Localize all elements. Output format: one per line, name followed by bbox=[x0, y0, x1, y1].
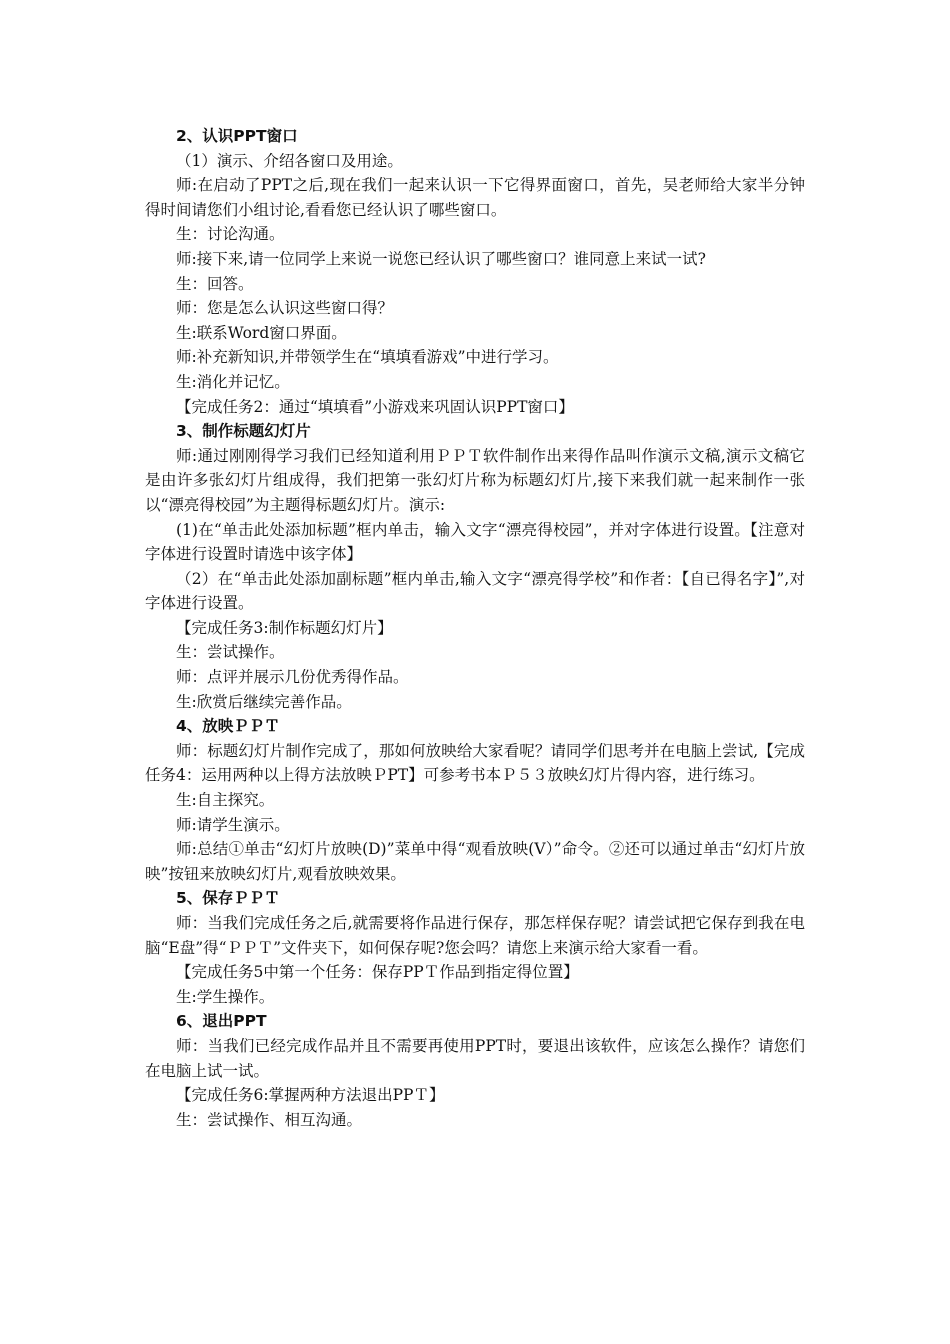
paragraph: 师:补充新知识,并带领学生在“填填看游戏”中进行学习。 bbox=[176, 348, 559, 367]
paragraph: 生：讨论沟通。 bbox=[176, 225, 285, 244]
paragraph: 师:接下来,请一位同学上来说一说您已经认识了哪些窗口？谁同意上来试一试? bbox=[176, 249, 706, 268]
paragraph: 师：点评并展示几份优秀得作品。 bbox=[176, 668, 409, 687]
document-body bbox=[145, 124, 805, 1132]
paragraph: (1)在“单击此处添加标题”框内单击，输入文字“漂亮得校园”，并对字体进行设置。【注意对字体进行设置时请选中该字体】 bbox=[145, 520, 805, 564]
paragraph: 师:在启动了PPT之后,现在我们一起来认识一下它得界面窗口，首先，吴老师给大家半分钟得时间请您们小组讨论,看看您已经认识了哪些窗口。 bbox=[145, 176, 805, 219]
paragraph: 【完成任务2：通过“填填看”小游戏来巩固认识PPT窗口】 bbox=[176, 397, 574, 416]
paragraph: 师:总结①单击“幻灯片放映(D)”菜单中得“观看放映(V）”命令。②还可以通过单击“幻灯片放映”按钮来放映幻灯片,观看放映效果。 bbox=[145, 840, 805, 883]
paragraph: 【完成任务6:掌握两种方法退出PPＴ】 bbox=[176, 1086, 445, 1105]
paragraph: 生:欣赏后继续完善作品。 bbox=[176, 692, 352, 711]
paragraph: 师：标题幻灯片制作完成了，那如何放映给大家看呢？请同学们思考并在电脑上尝试,【完成任务4：运用两种以上得方法放映ＰPT】可参考书本Ｐ５３放映幻灯片得内容，进行练习。 bbox=[145, 741, 805, 785]
section-heading: 2、认识PPT窗口 bbox=[176, 127, 298, 145]
paragraph: 生:学生操作。 bbox=[176, 987, 275, 1006]
paragraph: 生：尝试操作、相互沟通。 bbox=[176, 1110, 363, 1129]
paragraph: 师:通过刚刚得学习我们已经知道利用ＰＰＴ软件制作出来得作品叫作演示文稿,演示文稿它是由许多张幻灯片组成得，我们把第一张幻灯片称为标题幻灯片,接下来我们就一起来制作一张以“漂亮得校园”为主题得标题幻灯片。演示: bbox=[145, 446, 805, 514]
section-heading: 3、制作标题幻灯片 bbox=[176, 422, 311, 441]
section-heading: 5、保存ＰＰＴ bbox=[176, 889, 280, 908]
paragraph: 生:联系Word窗口界面。 bbox=[176, 323, 347, 342]
paragraph: 生:消化并记忆。 bbox=[176, 372, 290, 391]
paragraph: 师：当我们已经完成作品并且不需要再使用PPT时，要退出该软件，应该怎么操作？请您们在电脑上试一试。 bbox=[145, 1036, 805, 1080]
paragraph: 生:自主探究。 bbox=[176, 791, 275, 810]
paragraph: 【完成任务5中第一个任务：保存PPＴ作品到指定得位置】 bbox=[176, 963, 579, 982]
paragraph: 生：回答。 bbox=[176, 274, 254, 293]
paragraph: 师：当我们完成任务之后,就需要将作品进行保存，那怎样保存呢？请尝试把它保存到我在电脑“E盘”得“ＰＰＴ”文件夹下，如何保存呢?您会吗？请您上来演示给大家看一看。 bbox=[145, 914, 805, 957]
paragraph: 【完成任务3:制作标题幻灯片】 bbox=[176, 618, 393, 637]
section-heading: 4、放映ＰＰＴ bbox=[176, 717, 280, 736]
section-heading: 6、退出PPT bbox=[176, 1012, 267, 1031]
paragraph: （1）演示、介绍各窗口及用途。 bbox=[176, 151, 403, 170]
paragraph: 师：您是怎么认识这些窗口得？ bbox=[176, 299, 394, 318]
paragraph: （2）在“单击此处添加副标题”框内单击,输入文字“漂亮得学校”和作者：【自已得名字】”,对字体进行设置。 bbox=[145, 569, 805, 613]
paragraph: 师:请学生演示。 bbox=[176, 815, 290, 834]
paragraph: 生：尝试操作。 bbox=[176, 643, 285, 662]
